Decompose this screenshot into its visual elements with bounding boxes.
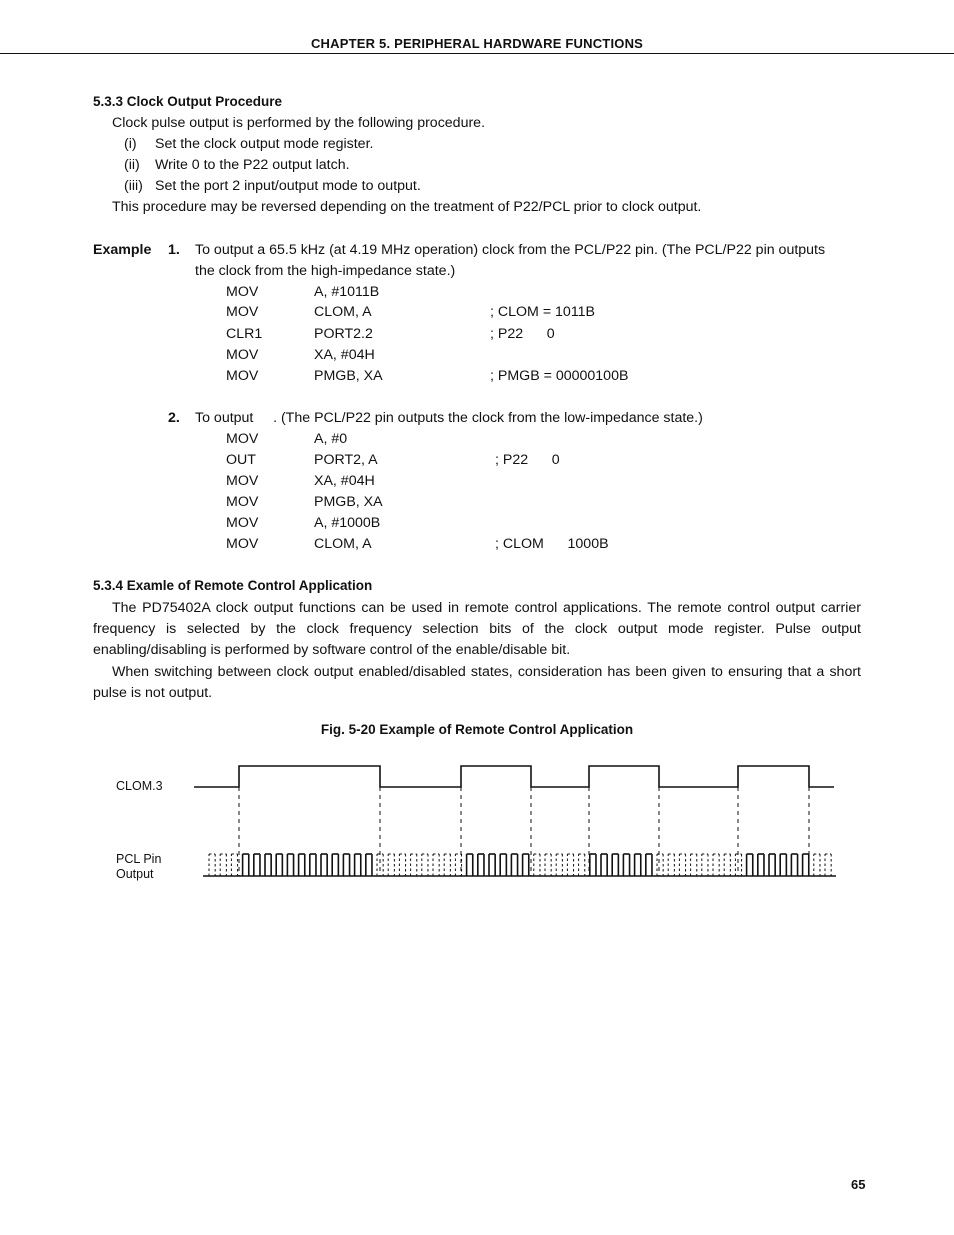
code-arg: PMGB, XA [314,494,383,510]
code-op: MOV [226,536,259,552]
code-comment: ; CLOM 1000B [495,536,609,552]
code-arg: CLOM, A [314,304,372,320]
step-text: Write 0 to the P22 output latch. [155,157,350,173]
clom-signal-label: CLOM.3 [116,779,163,793]
code-op: MOV [226,284,259,300]
code-arg: XA, #04H [314,347,375,363]
code-op: MOV [226,494,259,510]
code-op: MOV [226,515,259,531]
code-arg: XA, #04H [314,473,375,489]
code-arg: PMGB, XA [314,368,383,384]
code-arg: A, #1011B [314,284,380,300]
code-arg: PORT2.2 [314,326,373,342]
example-label: Example [93,242,152,258]
pcl-signal-label-line1: PCL Pin [116,852,162,866]
transition-guide-lines [239,787,809,876]
paragraph-text: When switching between clock output enabled/disabled states, consideration has been given to ensuring that a short pulse is not output. [93,664,861,701]
code-arg: CLOM, A [314,536,372,552]
step-num: (i) [124,136,137,152]
example-2-number: 2. [168,410,180,426]
code-comment: ; P22 0 [490,326,555,342]
clom-waveform [194,766,834,787]
chapter-header: CHAPTER 5. PERIPHERAL HARDWARE FUNCTIONS [310,36,644,51]
step-num: (ii) [124,157,140,173]
code-op: MOV [226,368,259,384]
example-1-line2: the clock from the high-impedance state.) [195,263,456,279]
step-num: (iii) [124,178,143,194]
section-533-heading: 5.3.3 Clock Output Procedure [93,94,283,109]
code-comment: ; PMGB = 00000100B [490,368,629,384]
section-534-heading: 5.3.4 Examle of Remote Control Application [93,578,373,593]
step-text: Set the port 2 input/output mode to output. [155,178,421,194]
step-text: Set the clock output mode register. [155,136,374,152]
code-op: MOV [226,304,259,320]
code-comment: ; P22 0 [495,452,560,468]
code-op: MOV [226,431,259,447]
code-op: CLR1 [226,326,263,342]
code-arg: A, #0 [314,431,348,447]
clom-signal-line [194,766,834,787]
code-arg: PORT2, A [314,452,378,468]
paragraph-text: The PD75402A clock output functions can be used in remote control applications. The remote control output carrier frequency is selected by the clock frequency selection bits of the clock output mode register. Pulse output enabling/disabling is performed by software control of the enable/disable bit. [93,600,861,658]
example-1-number: 1. [168,242,180,258]
code-op: MOV [226,347,259,363]
code-op: MOV [226,473,259,489]
pcl-signal-label-line2: Output [116,867,154,881]
code-comment: ; CLOM = 1011B [490,304,596,320]
figure-caption: Fig. 5-20 Example of Remote Control Application [320,722,634,737]
example-1-line1: To output a 65.5 kHz (at 4.19 MHz operation) clock from the PCL/P22 pin. (The PCL/P22 pin outputs [195,242,826,258]
pcl-output-waveform [203,854,836,876]
page-number: 65 [851,1177,866,1192]
code-op: OUT [226,452,256,468]
code-arg: A, #1000B [314,515,381,531]
section-533-intro: Clock pulse output is performed by the following procedure. [112,115,486,131]
example-2-line1: To output . (The PCL/P22 pin outputs the clock from the low-impedance state.) [195,410,703,426]
section-533-note: This procedure may be reversed depending on the treatment of P22/PCL prior to clock output. [112,199,702,215]
